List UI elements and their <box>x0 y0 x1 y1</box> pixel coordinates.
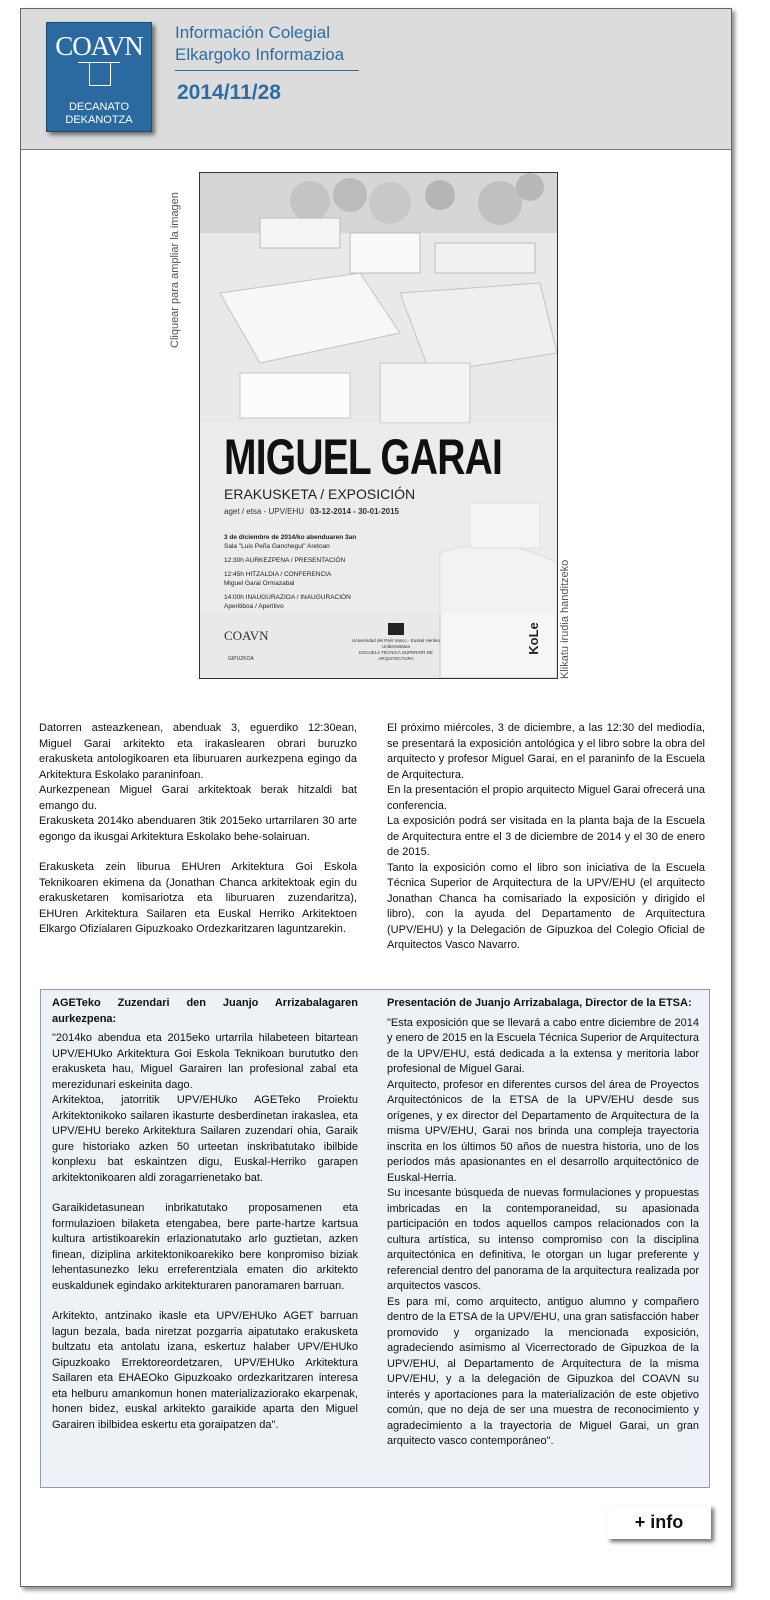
logo-emblem-icon <box>89 63 111 86</box>
statement-title: AGETeko Zuzendari den Juanjo Arrizabalagaren aurkezpena: <box>52 997 358 1025</box>
statement-title: Presentación de Juanjo Arrizabalaga, Director de la ETSA: <box>387 997 692 1009</box>
statement-spanish <box>387 996 699 1450</box>
paragraph: Garaikidetasunean inbrikatutako proposamenen eta formulazioen bilaketa etengabea, bere parte-hartze kartsua kultura artistikoarekin erlazionatutako arlo guztietan, azken finean, diziplina arkitektonikoarekiko bere konpromiso biziak lehentasunezko leku erreferentziala ematen dio arkitekto euskaldunek egindako arkitekturaren panoramaren barruan. <box>52 1202 358 1292</box>
coavn-logo[interactable] <box>46 22 152 132</box>
poster-coavn-logo: COAVN <box>224 628 269 643</box>
poster-caption-es: Cliquear para ampliar la imagen <box>169 192 181 348</box>
paragraph: Erakusketa 2014ko abenduaren 3tik 2015eko urtarrilaren 30 arte egongo da ikusgai Arkitektura Eskolako behe-solairuan. <box>39 815 357 843</box>
upv-school: ESCUELA TÉCNICA SUPERIOR DE ARQUITECTURA <box>359 650 433 661</box>
program-line: 3 de diciembre de 2014/ko abenduaren 3an <box>224 534 357 541</box>
program-line: Aperitiboa / Aperitivo <box>224 603 284 610</box>
paragraph: Arkitekto, antzinako ikasle eta UPV/EHUko AGET barruan lagun bezala, bada niretzat pozgarria aipatutako erakusketa bultzatu eta antolatu izana, eskertuz halaber UPV/EHUko Gipuzkoako Errektoreordetzaren, UPV/EHUko Arkitektura Sailaren eta EHAEOko Gipuzkoako ordezkaritzaren interesa eta helburu amankomun honen materializaziorako ekarpenak, honen bidez, euskal arkitekto garaikide aparta den Miguel Garairen ibilbidea eskertu eta goraipatzen da". <box>52 1310 358 1431</box>
logo-sub-es: DECANATO <box>68 101 130 113</box>
program-line: 12:30h AURKEZPENA / PRESENTACIÓN <box>224 557 346 564</box>
paragraph: Tanto la exposición como el libro son iniciativa de la Escuela Técnica Superior de Arquitectura de la UPV/EHU (el arquitecto Jonathan Chanca ha comisariado la exposición y dirigido el libro), con la ayuda del Departamento de Arquitectura (UPV/EHU) y la Delegación de Gipuzkoa del Colegio Oficial de Arquitectos Vasco Navarro. <box>387 861 705 951</box>
article-spanish <box>387 721 705 954</box>
director-statement-box <box>40 989 710 1488</box>
poster-caption-eu: Klikatu irudia handitzeko <box>559 559 571 679</box>
more-info-button[interactable]: + info <box>607 1505 711 1539</box>
poster-program <box>224 533 356 611</box>
upv-emblem-icon <box>388 623 404 635</box>
statement-basque <box>52 996 358 1433</box>
poster-title: MIGUEL GARAI <box>224 429 503 485</box>
paragraph: "2014ko abendua eta 2015eko urtarrila hilabeteen bitartean UPV/EHUko Arkitektura Goi Eskola Teknikoan burututko den erakusketa hau, Miguel Garairen lan profesional zabal eta merezidunari eskeinita dago. <box>52 1032 358 1091</box>
program-line: Sala "Luis Peña Ganchegui" Aretoan <box>224 543 330 550</box>
logo-subtitle <box>47 101 151 127</box>
program-line: 14:00h INAUGURAZIOA / INAUGURACIÓN <box>224 594 351 601</box>
poster-dates: 03-12-2014 - 30-01-2015 <box>310 507 399 516</box>
paragraph: Erakusketa zein liburua EHUren Arkitektura Goi Eskola Teknikoaren ekimena da (Jonathan Chanca arkitektoak egin du erakusketaren komisariotza eta liburuaren zuzendaritza), EHUren Arkitektura Sailaren eta Euskal Herriko Arkitektoen Elkargo Ofizialaren Gipuzkoako Ordezkaritzaren laguntzarekin. <box>39 861 357 935</box>
header-title-eu: Elkargoko Informazioa <box>175 45 345 64</box>
poster-venue-text: aget / etsa - UPV/EHU <box>224 507 305 516</box>
paragraph: Es para mí, como arquitecto, antiguo alumno y compañero dentro de la ETSA de la UPV/EHU, una gran satisfacción haber promovido y organizado la mencionada exposición, agradeciendo asimismo al Vicerrectorado de Gipuzkoa de la UPV/EHU, al Departamento de Arquitectura de la misma UPV/EHU, y a la delegación de Gipuzkoa del COAVN su interés y aportaciones para la materialización de este objetivo común, que no deja de ser una muestra de reconocimiento y agradecimiento a la trayectoria de Miguel Garai, un gran arquitecto vasco contemporáneo". <box>387 1295 699 1447</box>
paragraph: Datorren asteazkenean, abenduak 3, eguerdiko 12:30ean, Miguel Garai arkitekto eta irakaslearen obrari buruzko erakusketa antologikoaren eta liburuaren aurkezpena egingo da Arkitektura Eskolako paraninfoan. <box>39 722 357 781</box>
poster-subtitle: ERAKUSKETA / EXPOSICIÓN <box>224 486 416 502</box>
upv-name: Universidad del País Vasco · Euskal Herriko Unibertsitatea <box>352 638 440 649</box>
paragraph: Arquitecto, profesor en diferentes cursos del área de Proyectos Arquitectónicos de la ETSA de la UPV/EHU desde sus orígenes, y ex director del Departamento de Arquitectura de la misma UPV/EHU, Garai nos brinda una compleja trayectoria inscrita en los últimos 50 años de nuestra historia, uno de los períodos más apasionantes en el desarrollo arquitectónico de Euskal-Herria. <box>387 1078 699 1184</box>
header-banner <box>21 9 731 150</box>
poster-gipuzkoa-label: GIPUZKOA <box>228 656 254 662</box>
paragraph: Aurkezpenean Miguel Garai arkitektoak berak hitzaldi bat emango du. <box>39 784 357 812</box>
poster-upv-logo <box>350 623 442 662</box>
paragraph: Arkitektoa, jatorritik UPV/EHUko AGETeko Proiektu Arkitektonikoko sailaren ikasturte desberdinetan irakaslea, eta UPV/EHU bereko Arkitektura Sailaren zuzendari ohia, Garaik gure historiako azken 50 urteetan inskribatutako ibilbide konplexu bat eskaintzen digu, Euskal-Herriko garapen arkitektonikoaren aldi zoragarrienetako bat. <box>52 1094 358 1184</box>
paragraph: El próximo miércoles, 3 de diciembre, a las 12:30 del mediodía, se presentará la exposición antológica y el libro sobre la obra del arquitecto y profesor Miguel Garai, en el paraninfo de la Escuela de Arquitectura. <box>387 722 705 781</box>
paragraph: "Esta exposición que se llevará a cabo entre diciembre de 2014 y enero de 2015 en la Escuela Técnica Superior de Arquitectura de la UPV/EHU, está dedicada a la extensa y meritoria labor profesional de Miguel Garai. <box>387 1016 699 1075</box>
paragraph: Su incesante búsqueda de nuevas formulaciones y propuestas imbricadas en la contemporaneidad, su apasionada participación en todos aquellos campos relacionados con la cultura artística, su intenso compromiso con la disciplina arquitectónica en definitiva, le otorgan un lugar preferente y referencial dentro del panorama de la arquitectura realizada por arquitectos vascos. <box>387 1187 699 1292</box>
header-divider <box>175 70 359 71</box>
newsletter-sheet <box>20 8 732 1587</box>
logo-wordmark: COAVN <box>55 31 143 61</box>
paragraph: En la presentación el propio arquitecto Miguel Garai ofrecerá una conferencia. <box>387 784 705 812</box>
header-title-es: Información Colegial <box>175 23 330 42</box>
program-line: Miguel Garai Ormazabal <box>224 580 295 587</box>
poster-kole-logo: KoLe <box>525 622 541 655</box>
issue-date: 2014/11/28 <box>177 81 281 104</box>
logo-sub-eu: DEKANOTZA <box>65 114 133 126</box>
exhibition-poster[interactable] <box>199 172 558 679</box>
paragraph: La exposición podrá ser visitada en la planta baja de la Escuela de Arquitectura entre el 3 de diciembre de 2014 y el 30 de enero de 2015. <box>387 815 705 858</box>
article-basque <box>39 721 357 938</box>
program-line: 12:45h HITZALDIA / CONFERENCIA <box>224 571 332 578</box>
poster-venue <box>224 507 399 516</box>
